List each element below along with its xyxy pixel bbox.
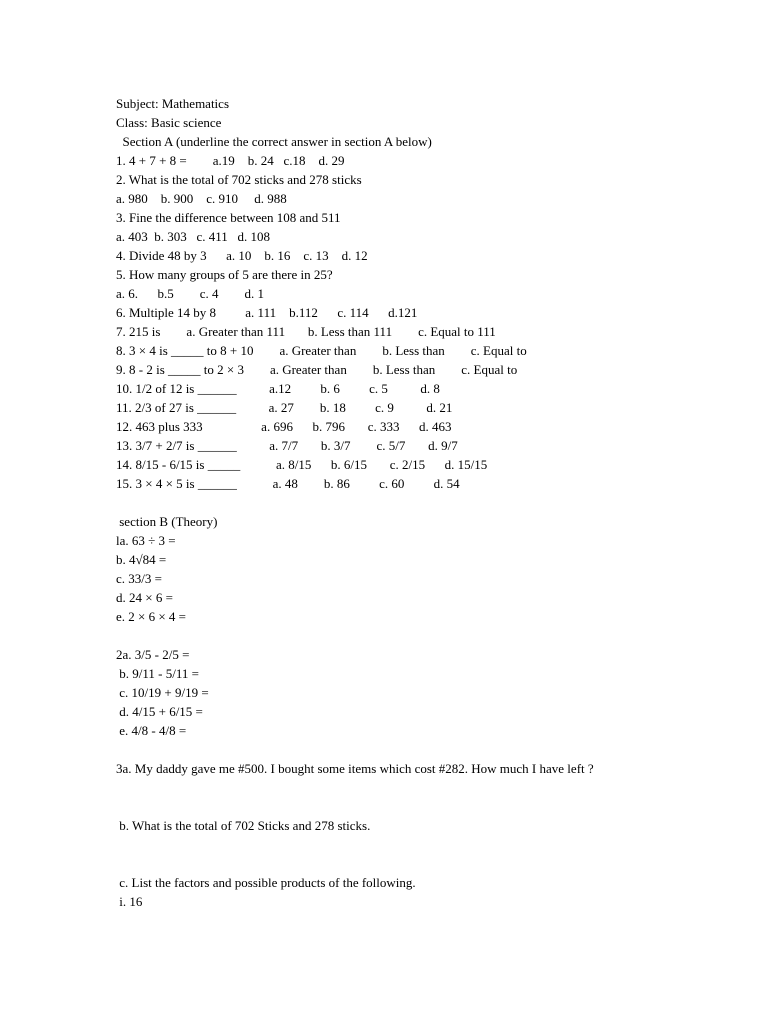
question-2: 2. What is the total of 702 sticks and 278 sticks <box>116 172 362 187</box>
theory-2a: 2a. 3/5 - 2/5 = <box>116 647 190 662</box>
theory-1b: b. 4√84 = <box>116 552 167 567</box>
spacer <box>116 740 736 759</box>
theory-3a: 3a. My daddy gave me #500. I bought some items which cost #282. How much I have left ? <box>116 761 594 776</box>
theory-2e: e. 4/8 - 4/8 = <box>116 723 187 738</box>
question-6: 6. Multiple 14 by 8 a. 111 b.112 c. 114 d.121 <box>116 305 418 320</box>
question-12: 12. 463 plus 333 a. 696 b. 796 c. 333 d. 463 <box>116 419 452 434</box>
worksheet-page <box>116 94 736 911</box>
question-13: 13. 3/7 + 2/7 is ______ a. 7/7 b. 3/7 c. 5/7 d. 9/7 <box>116 438 458 453</box>
spacer <box>116 778 736 816</box>
question-10: 10. 1/2 of 12 is ______ a.12 b. 6 c. 5 d. 8 <box>116 381 440 396</box>
class-line: Class: Basic science <box>116 115 222 130</box>
theory-2c: c. 10/19 + 9/19 = <box>116 685 209 700</box>
theory-3b: b. What is the total of 702 Sticks and 278 sticks. <box>116 818 371 833</box>
question-3-options: a. 403 b. 303 c. 411 d. 108 <box>116 229 271 244</box>
question-11: 11. 2/3 of 27 is ______ a. 27 b. 18 c. 9 d. 21 <box>116 400 453 415</box>
question-7: 7. 215 is a. Greater than 111 b. Less than 111 c. Equal to 111 <box>116 324 496 339</box>
section-b-title: section B (Theory) <box>116 514 218 529</box>
question-5-options: a. 6. b.5 c. 4 d. 1 <box>116 286 265 301</box>
theory-1c: c. 33/3 = <box>116 571 162 586</box>
section-a-title: Section A (underline the correct answer in section A below) <box>116 134 432 149</box>
theory-2b: b. 9/11 - 5/11 = <box>116 666 199 681</box>
theory-1d: d. 24 × 6 = <box>116 590 173 605</box>
question-1: 1. 4 + 7 + 8 = a.19 b. 24 c.18 d. 29 <box>116 153 345 168</box>
theory-1a: la. 63 ÷ 3 = <box>116 533 176 548</box>
subject-line: Subject: Mathematics <box>116 96 230 111</box>
question-15: 15. 3 × 4 × 5 is ______ a. 48 b. 86 c. 60 d. 54 <box>116 476 460 491</box>
spacer <box>116 835 736 873</box>
question-9: 9. 8 - 2 is _____ to 2 × 3 a. Greater than b. Less than c. Equal to <box>116 362 518 377</box>
question-3: 3. Fine the difference between 108 and 511 <box>116 210 341 225</box>
question-8: 8. 3 × 4 is _____ to 8 + 10 a. Greater than b. Less than c. Equal to <box>116 343 527 358</box>
theory-3c-i: i. 16 <box>116 894 143 909</box>
question-4: 4. Divide 48 by 3 a. 10 b. 16 c. 13 d. 12 <box>116 248 368 263</box>
question-2-options: a. 980 b. 900 c. 910 d. 988 <box>116 191 287 206</box>
theory-3c: c. List the factors and possible products of the following. <box>116 875 416 890</box>
question-14: 14. 8/15 - 6/15 is _____ a. 8/15 b. 6/15 c. 2/15 d. 15/15 <box>116 457 488 472</box>
spacer <box>116 493 736 512</box>
theory-1e: e. 2 × 6 × 4 = <box>116 609 187 624</box>
theory-2d: d. 4/15 + 6/15 = <box>116 704 203 719</box>
spacer <box>116 626 736 645</box>
question-5: 5. How many groups of 5 are there in 25? <box>116 267 333 282</box>
